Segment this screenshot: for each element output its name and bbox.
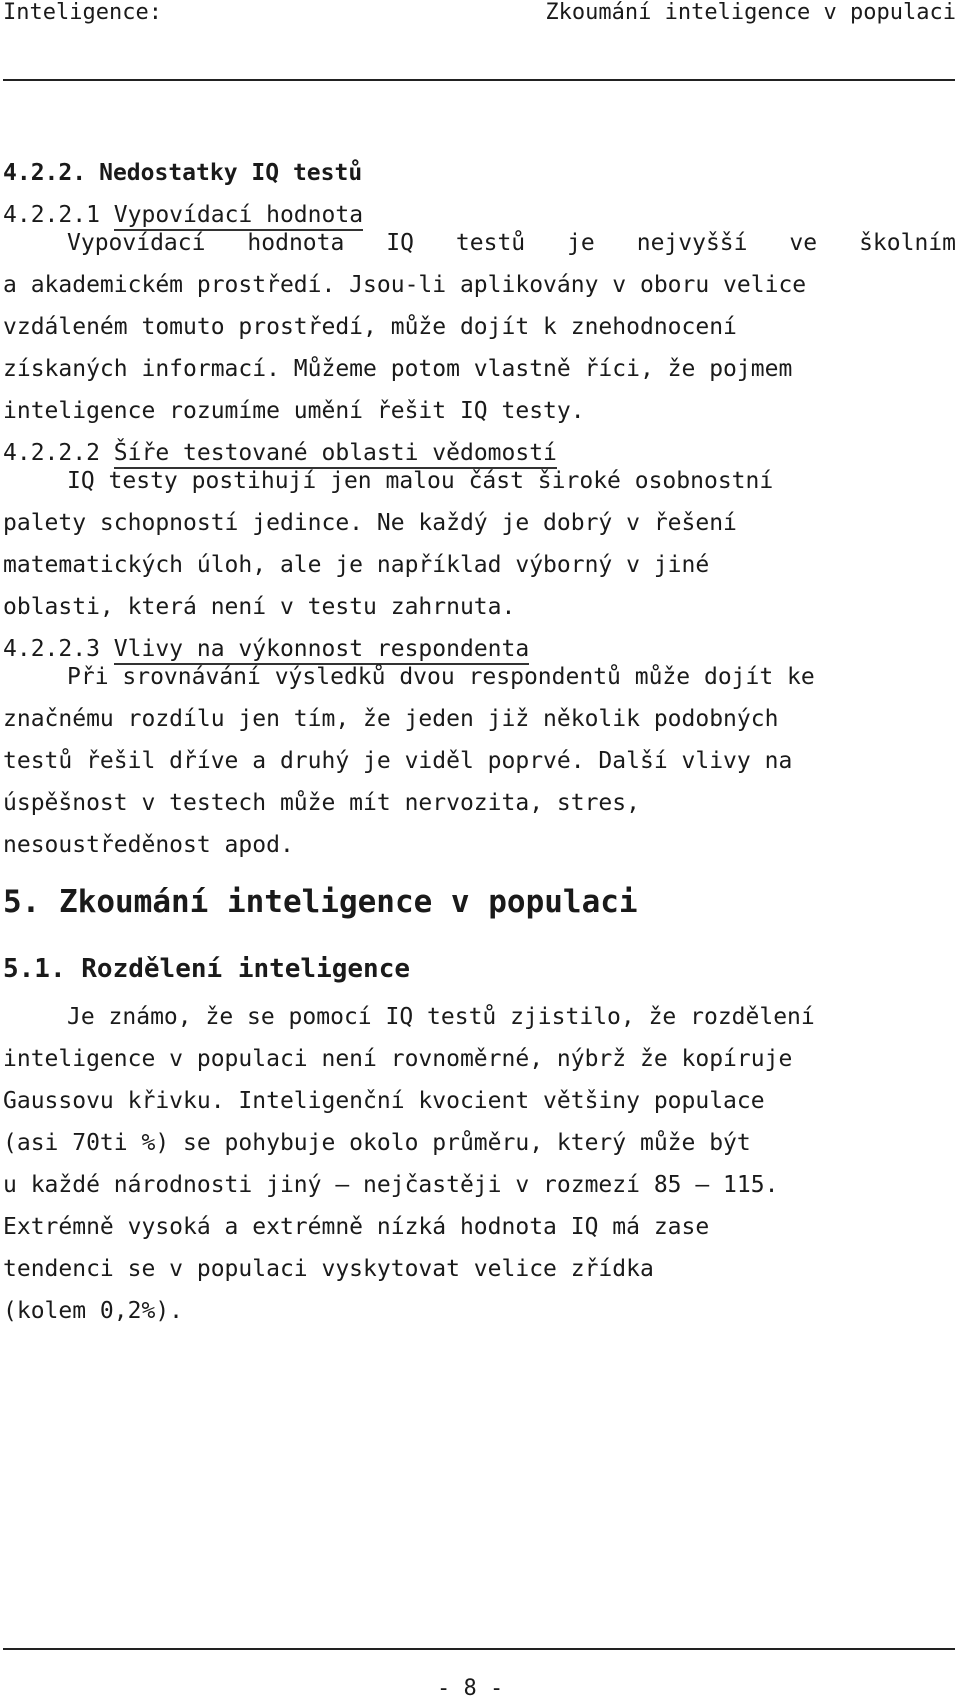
paragraph-line xyxy=(67,228,956,258)
paragraph-line: nesoustředěnost apod. xyxy=(3,832,294,858)
subsection-heading-4-2-2-3 xyxy=(3,634,956,664)
paragraph-line: tendenci se v populaci vyskytovat velice zřídka xyxy=(3,1256,654,1282)
paragraph-line: Je známo, že se pomocí IQ testů zjistilo, že rozdělení xyxy=(67,1004,815,1030)
section-title: Nedostatky IQ testů xyxy=(99,160,363,186)
subsection-heading-4-2-2-1 xyxy=(3,200,956,230)
paragraph-line: matematických úloh, ale je například výborný v jiné xyxy=(3,552,710,578)
chapter-number: 5. xyxy=(3,884,41,920)
paragraph-line: IQ testy postihují jen malou část široké osobnostní xyxy=(67,468,774,494)
section-title: Rozdělení inteligence xyxy=(81,954,411,984)
subsection-number: 4.2.2.3 xyxy=(3,636,100,662)
paragraph-line: a akademickém prostředí. Jsou-li aplikovány v oboru velice xyxy=(3,272,807,298)
paragraph-line: u každé národnosti jiný – nejčastěji v rozmezí 85 – 115. xyxy=(3,1172,779,1198)
paragraph-line: získaných informací. Můžeme potom vlastně říci, že pojmem xyxy=(3,356,793,382)
paragraph-line: vzdáleném tomuto prostředí, může dojít k znehodnocení xyxy=(3,314,737,340)
paragraph-line: značnému rozdílu jen tím, že jeden již několik podobných xyxy=(3,706,779,732)
paragraph-line: inteligence v populaci není rovnoměrné, nýbrž že kopíruje xyxy=(3,1046,793,1072)
paragraph-line: oblasti, která není v testu zahrnuta. xyxy=(3,594,516,620)
paragraph-line: palety schopností jedince. Ne každý je dobrý v řešení xyxy=(3,510,737,536)
header-right: Zkoumání inteligence v populaci xyxy=(545,0,956,25)
footer-rule xyxy=(3,1648,955,1650)
subsection-number: 4.2.2.1 xyxy=(3,202,100,228)
paragraph-line: (asi 70ti %) se pohybuje okolo průměru, který může být xyxy=(3,1130,751,1156)
running-header xyxy=(3,0,956,26)
header-left: Inteligence: xyxy=(3,0,162,25)
paragraph-line: inteligence rozumíme umění řešit IQ testy. xyxy=(3,398,585,424)
chapter-title: Zkoumání inteligence v populaci xyxy=(59,884,638,920)
subsection-heading-4-2-2-2 xyxy=(3,438,956,468)
paragraph-line: Extrémně vysoká a extrémně nízká hodnota IQ má zase xyxy=(3,1214,710,1240)
section-number: 4.2.2. xyxy=(3,160,87,186)
paragraph-line: Gaussovu křivku. Inteligenční kvocient většiny populace xyxy=(3,1088,765,1114)
header-rule xyxy=(3,79,955,81)
page-number: - 8 - xyxy=(437,1676,504,1701)
subsection-title: Vypovídací hodnota xyxy=(114,202,363,231)
paragraph-line: úspěšnost v testech může mít nervozita, stres, xyxy=(3,790,640,816)
paragraph-line: testů řešil dříve a druhý je viděl poprvé. Další vlivy na xyxy=(3,748,793,774)
section-heading-4-2-2 xyxy=(3,158,956,188)
paragraph-line: Při srovnávání výsledků dvou respondentů může dojít ke xyxy=(67,664,815,690)
subsection-title: Vlivy na výkonnost respondenta xyxy=(114,636,529,665)
section-heading-5-1 xyxy=(3,953,410,985)
subsection-number: 4.2.2.2 xyxy=(3,440,100,466)
subsection-title: Šíře testované oblasti vědomostí xyxy=(114,440,557,469)
text-line: Vypovídací hodnota IQ testů je nejvyšší ve školním xyxy=(67,230,956,256)
chapter-heading-5 xyxy=(3,883,638,921)
paragraph-line: (kolem 0,2%). xyxy=(3,1298,184,1324)
section-number: 5.1. xyxy=(3,954,66,984)
